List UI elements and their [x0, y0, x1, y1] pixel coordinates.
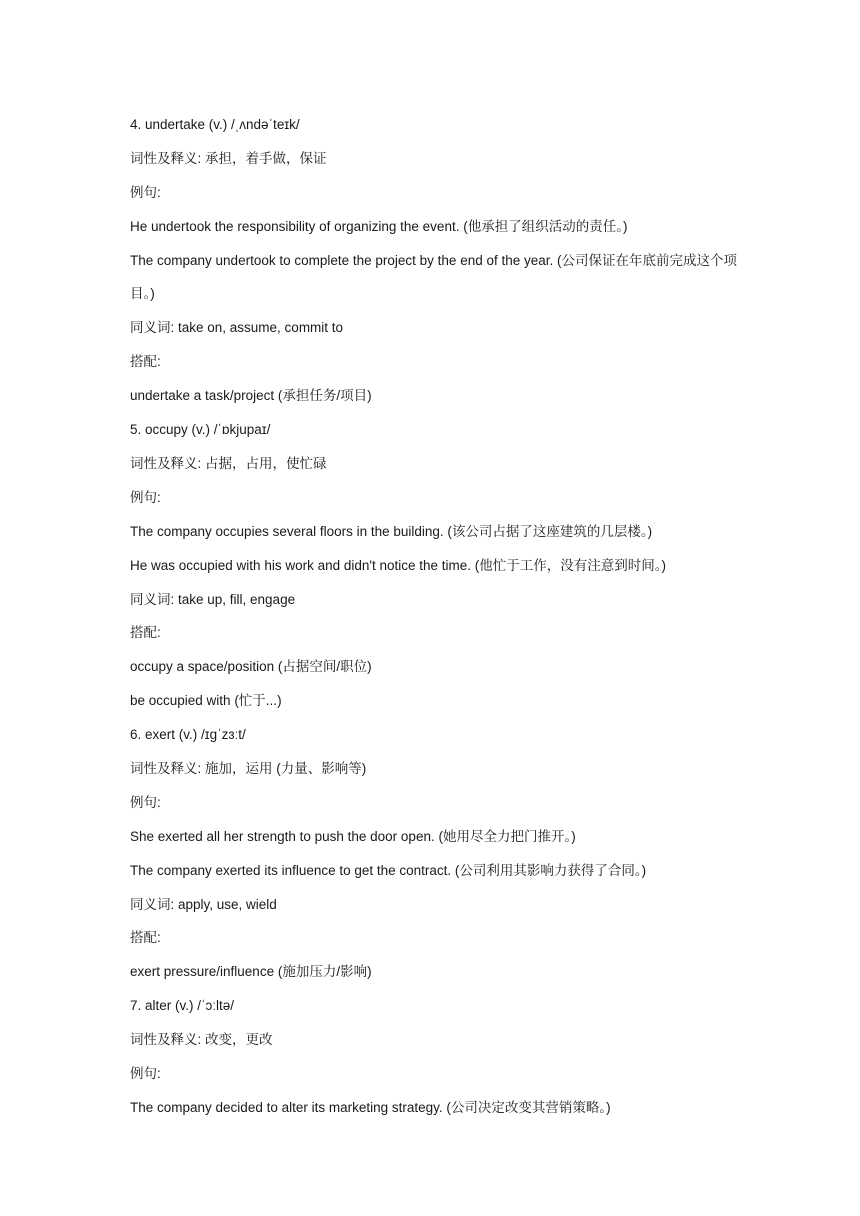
entry-heading-exert: 6. exert (v.) /ɪɡˈzɜːt/: [130, 727, 246, 743]
entry-heading-occupy: 5. occupy (v.) /ˈɒkjupaɪ/: [130, 422, 271, 438]
collocation-item: occupy a space/position (占据空间/职位): [130, 659, 372, 675]
definition-line: 词性及释义: 占据，占用，使忙碌: [130, 455, 327, 471]
example-sentence: The company undertook to complete the project by the end of the year. (公司保证在年底前完成这个项目。): [130, 252, 738, 302]
example-sentence: He was occupied with his work and didn't notice the time. (他忙于工作，没有注意到时间。): [130, 557, 666, 573]
collocation-item: exert pressure/influence (施加压力/影响): [130, 964, 372, 980]
synonyms-line: 同义词: take up, fill, engage: [130, 591, 296, 607]
entry-heading-alter: 7. alter (v.) /ˈɔːltə/: [130, 998, 235, 1014]
example-sentence: He undertook the responsibility of organizing the event. (他承担了组织活动的责任。): [130, 218, 628, 234]
example-sentence: The company exerted its influence to get the contract. (公司利用其影响力获得了合同。): [130, 862, 647, 878]
definition-line: 词性及释义: 承担，着手做，保证: [130, 150, 327, 166]
collocation-item: be occupied with (忙于...): [130, 693, 282, 709]
example-sentence: The company occupies several floors in the building. (该公司占据了这座建筑的几层楼。): [130, 523, 653, 539]
vocabulary-content: [130, 108, 740, 1125]
collocation-label: 搭配:: [130, 354, 161, 370]
example-sentence: She exerted all her strength to push the door open. (她用尽全力把门推开。): [130, 828, 576, 844]
definition-line: 词性及释义: 改变，更改: [130, 1032, 273, 1048]
example-label: 例句:: [130, 1065, 161, 1081]
collocation-label: 搭配:: [130, 625, 161, 641]
example-label: 例句:: [130, 184, 161, 200]
entry-heading-undertake: 4. undertake (v.) /ˌʌndəˈteɪk/: [130, 117, 300, 132]
example-sentence: The company decided to alter its marketing strategy. (公司决定改变其营销策略。): [130, 1099, 611, 1115]
collocation-item: undertake a task/project (承担任务/项目): [130, 388, 372, 404]
synonyms-line: 同义词: apply, use, wield: [130, 896, 277, 912]
synonyms-line: 同义词: take on, assume, commit to: [130, 320, 344, 336]
example-label: 例句:: [130, 794, 161, 810]
example-label: 例句:: [130, 489, 161, 505]
definition-line: 词性及释义: 施加，运用 (力量、影响等): [130, 760, 367, 776]
collocation-label: 搭配:: [130, 930, 161, 946]
